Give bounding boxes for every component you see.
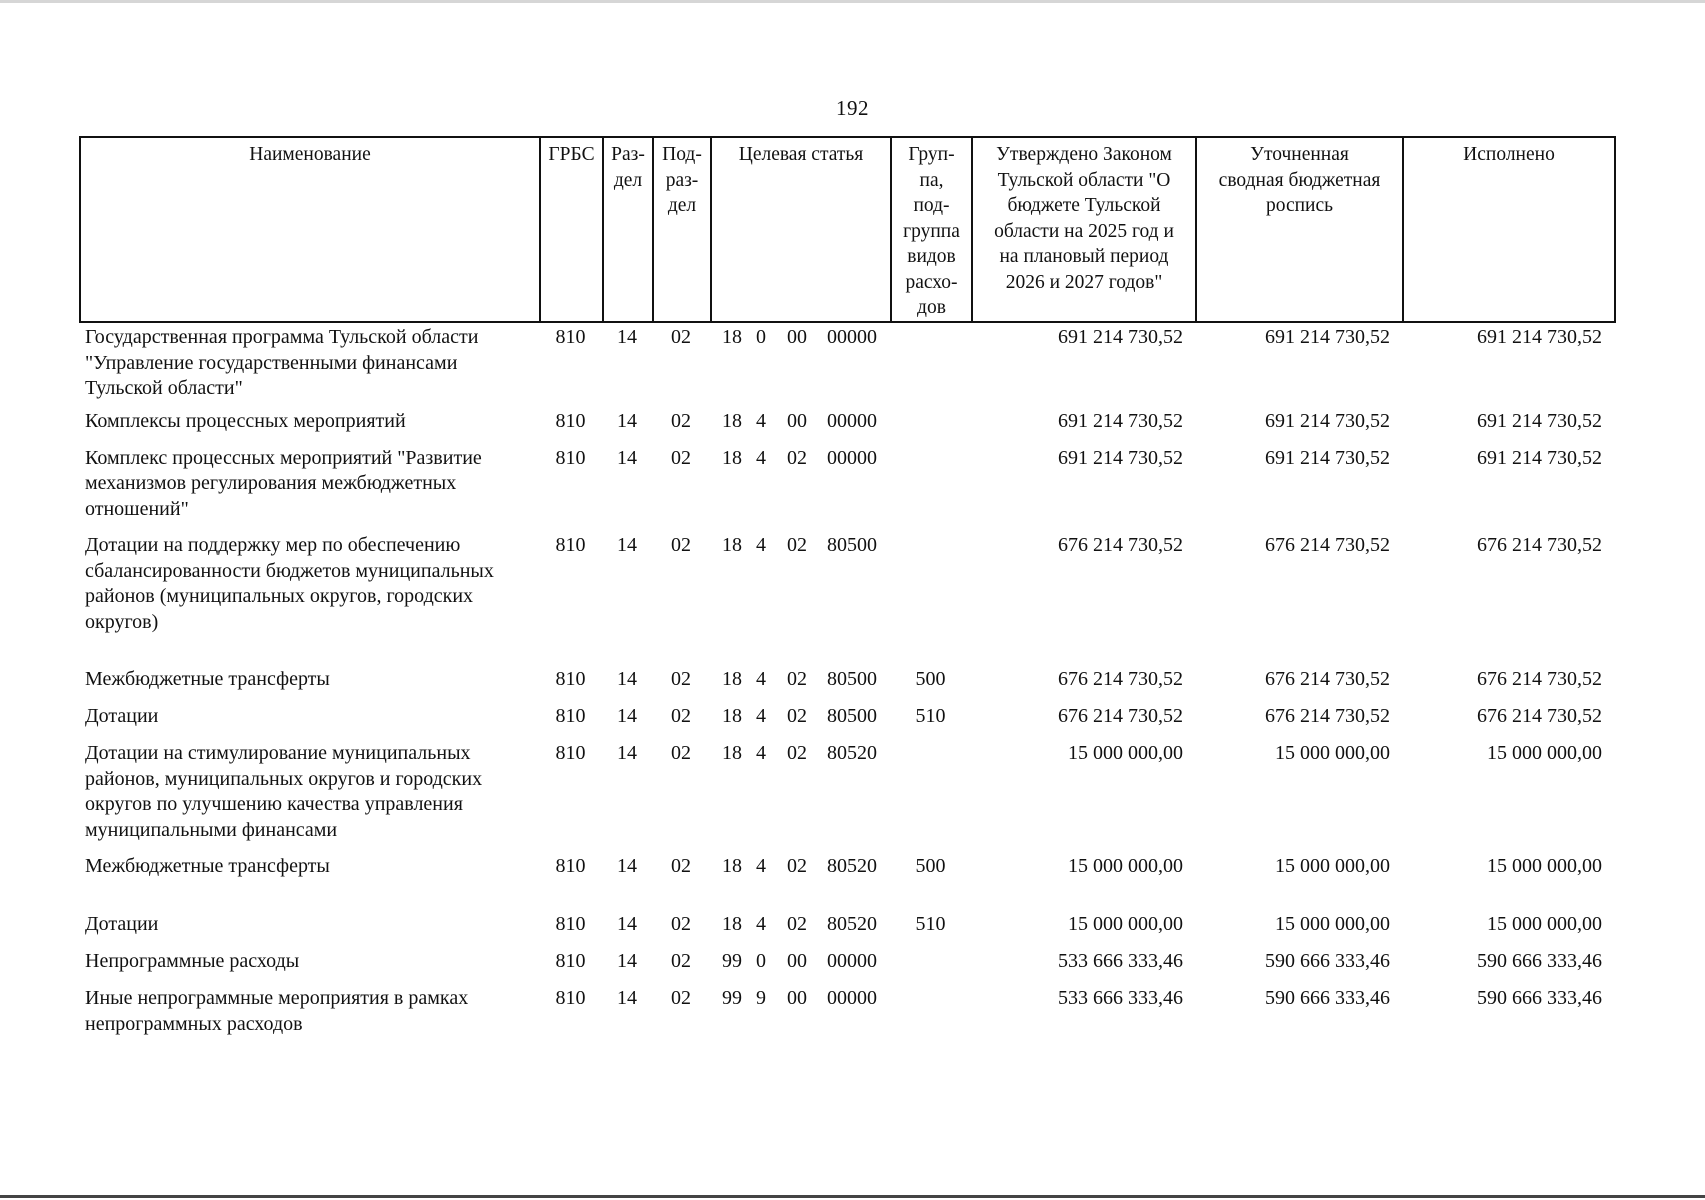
row-grbs: 810 [555,705,586,727]
target-code-part: 18 [722,742,742,764]
row-approved-amount: 15 000 000,00 [1068,742,1183,764]
target-code-part: 18 [722,668,742,690]
row-refined-amount: 691 214 730,52 [1265,409,1390,432]
row-executed-amount: 15 000 000,00 [1487,913,1602,935]
row-refined-amount: 590 666 333,46 [1265,950,1390,972]
row-target-code [710,949,890,986]
row-podrazdel: 02 [671,987,691,1009]
row-name: Комплексы процессных мероприятий [85,409,406,432]
row-group [890,325,971,409]
row-group [890,949,971,986]
row-podrazdel: 02 [671,742,691,764]
target-code-part: 4 [756,742,766,764]
target-code-part: 80520 [827,855,877,877]
row-podrazdel: 02 [671,950,691,972]
row-name: Межбюджетные трансферты [85,855,330,877]
row-group [890,986,971,1048]
table-row [79,446,1614,534]
row-approved-amount: 691 214 730,52 [1058,446,1183,469]
row-grbs: 810 [555,950,586,972]
target-code-part: 00000 [827,326,877,348]
row-refined-amount: 676 214 730,52 [1265,534,1390,556]
col-header-approved: Утверждено Законом Тульской области "О бюджете Тульской области на 2025 год и на плановый период 2026 и 2027 годов" [972,137,1196,322]
target-code-part: 00 [787,409,807,432]
row-target-code [710,667,890,704]
row-razdel: 14 [617,950,637,972]
row-grbs: 810 [555,326,586,348]
target-code-part: 00000 [827,409,877,432]
row-group: 500 [915,668,946,690]
row-name: Межбюджетные трансферты [85,668,330,690]
row-approved-amount: 533 666 333,46 [1058,950,1183,972]
col-header-razdel: Раз- дел [603,137,653,322]
row-grbs: 810 [555,446,586,469]
target-code-part: 4 [756,913,766,935]
row-podrazdel: 02 [671,534,691,556]
row-podrazdel: 02 [671,705,691,727]
row-target-code [710,704,890,741]
target-code-part: 02 [787,668,807,690]
row-approved-amount: 15 000 000,00 [1068,855,1183,877]
row-group [890,741,971,854]
table-row [79,704,1614,741]
row-razdel: 14 [617,987,637,1009]
col-header-refined: Уточненная сводная бюджетная роспись [1196,137,1403,322]
row-refined-amount: 691 214 730,52 [1265,326,1390,348]
target-code-part: 00 [787,950,807,972]
target-code-part: 18 [722,855,742,877]
target-code-part: 18 [722,409,742,432]
row-name: Государственная программа Тульской области "Управление государственными финансами Тульской области" [85,326,479,399]
row-razdel: 14 [617,326,637,348]
table-row [79,741,1614,854]
row-razdel: 14 [617,668,637,690]
row-razdel: 14 [617,705,637,727]
target-code-part: 4 [756,705,766,727]
target-code-part: 80500 [827,705,877,727]
target-code-part: 18 [722,913,742,935]
row-grbs: 810 [555,534,586,556]
target-code-part: 4 [756,446,766,469]
table-row [79,949,1614,986]
row-razdel: 14 [617,534,637,556]
row-approved-amount: 676 214 730,52 [1058,705,1183,727]
row-name: Непрограммные расходы [85,950,300,972]
row-group: 500 [915,855,946,877]
row-approved-amount: 533 666 333,46 [1058,987,1183,1009]
row-podrazdel: 02 [671,855,691,877]
target-code-part: 4 [756,668,766,690]
table-body [79,325,1614,1048]
target-code-part: 18 [722,705,742,727]
target-code-part: 0 [756,950,766,972]
row-group: 510 [915,913,946,935]
target-code-part: 80500 [827,534,877,556]
row-approved-amount: 691 214 730,52 [1058,326,1183,348]
row-target-code [710,409,890,446]
page-number: 192 [836,96,869,120]
row-podrazdel: 02 [671,913,691,935]
scan-bottom-edge [0,1195,1705,1198]
row-group [890,533,971,667]
target-code-part: 18 [722,326,742,348]
target-code-part: 02 [787,705,807,727]
target-code-part: 02 [787,742,807,764]
row-target-code [710,741,890,854]
row-podrazdel: 02 [671,409,691,432]
col-header-podrazdel: Под- раз- дел [653,137,711,322]
row-grbs: 810 [555,409,586,432]
row-grbs: 810 [555,742,586,764]
target-code-part: 00 [787,987,807,1009]
row-name: Дотации [85,913,159,935]
row-executed-amount: 691 214 730,52 [1477,409,1602,432]
row-target-code [710,446,890,534]
table-header [79,136,1616,323]
row-group [890,446,971,534]
col-header-name: Наименование [80,137,540,322]
row-grbs: 810 [555,987,586,1009]
target-code-part: 02 [787,855,807,877]
row-razdel: 14 [617,409,637,432]
target-code-part: 18 [722,534,742,556]
col-header-group: Груп- па, под- группа видов расхо- дов [891,137,972,322]
row-executed-amount: 676 214 730,52 [1477,668,1602,690]
target-code-part: 4 [756,409,766,432]
target-code-part: 02 [787,534,807,556]
row-razdel: 14 [617,913,637,935]
target-code-part: 99 [722,950,742,972]
row-refined-amount: 15 000 000,00 [1275,855,1390,877]
target-code-part: 00 [787,326,807,348]
scan-top-edge [0,0,1705,3]
row-name: Иные непрограммные мероприятия в рамках непрограммных расходов [85,987,469,1035]
target-code-part: 80520 [827,742,877,764]
target-code-part: 9 [756,987,766,1009]
table-row [79,912,1614,949]
row-approved-amount: 676 214 730,52 [1058,668,1183,690]
row-grbs: 810 [555,668,586,690]
target-code-part: 4 [756,855,766,877]
target-code-part: 99 [722,987,742,1009]
col-header-executed: Исполнено [1403,137,1615,322]
table-row [79,533,1614,667]
row-refined-amount: 590 666 333,46 [1265,987,1390,1009]
row-target-code [710,986,890,1048]
target-code-part: 80520 [827,913,877,935]
target-code-part: 00000 [827,950,877,972]
row-razdel: 14 [617,446,637,469]
col-header-target: Целевая статья [711,137,891,322]
table-row [79,854,1614,912]
row-refined-amount: 691 214 730,52 [1265,446,1390,469]
row-podrazdel: 02 [671,446,691,469]
target-code-part: 02 [787,446,807,469]
row-approved-amount: 691 214 730,52 [1058,409,1183,432]
row-approved-amount: 15 000 000,00 [1068,913,1183,935]
row-target-code [710,533,890,667]
target-code-part: 02 [787,913,807,935]
target-code-part: 4 [756,534,766,556]
row-grbs: 810 [555,855,586,877]
row-razdel: 14 [617,742,637,764]
row-refined-amount: 676 214 730,52 [1265,668,1390,690]
table-row [79,667,1614,704]
row-grbs: 810 [555,913,586,935]
target-code-part: 00000 [827,987,877,1009]
target-code-part: 80500 [827,668,877,690]
row-executed-amount: 590 666 333,46 [1477,950,1602,972]
row-target-code [710,325,890,409]
row-executed-amount: 15 000 000,00 [1487,855,1602,877]
row-name: Дотации [85,705,159,727]
row-executed-amount: 691 214 730,52 [1477,326,1602,348]
row-name: Дотации на стимулирование муниципальных районов, муниципальных округов и городских округов по улучшению качества управления муниципальными финансами [85,742,483,841]
row-refined-amount: 676 214 730,52 [1265,705,1390,727]
table-row [79,325,1614,409]
target-code-part: 00000 [827,446,877,469]
row-refined-amount: 15 000 000,00 [1275,913,1390,935]
row-refined-amount: 15 000 000,00 [1275,742,1390,764]
table-row [79,986,1614,1048]
row-razdel: 14 [617,855,637,877]
target-code-part: 18 [722,446,742,469]
row-approved-amount: 676 214 730,52 [1058,534,1183,556]
row-executed-amount: 676 214 730,52 [1477,705,1602,727]
table-row [79,409,1614,446]
row-target-code [710,854,890,912]
row-group: 510 [915,705,946,727]
row-group [890,409,971,446]
row-podrazdel: 02 [671,668,691,690]
row-name: Комплекс процессных мероприятий "Развитие механизмов регулирования межбюджетных отношений" [85,446,482,520]
col-header-grbs: ГРБС [540,137,603,322]
row-executed-amount: 15 000 000,00 [1487,742,1602,764]
row-executed-amount: 676 214 730,52 [1477,534,1602,556]
row-podrazdel: 02 [671,326,691,348]
row-executed-amount: 691 214 730,52 [1477,446,1602,469]
row-executed-amount: 590 666 333,46 [1477,987,1602,1009]
target-code-part: 0 [756,326,766,348]
row-name: Дотации на поддержку мер по обеспечению сбалансированности бюджетов муниципальных районов (муниципальных округов, городских округов) [85,534,494,633]
row-target-code [710,912,890,949]
